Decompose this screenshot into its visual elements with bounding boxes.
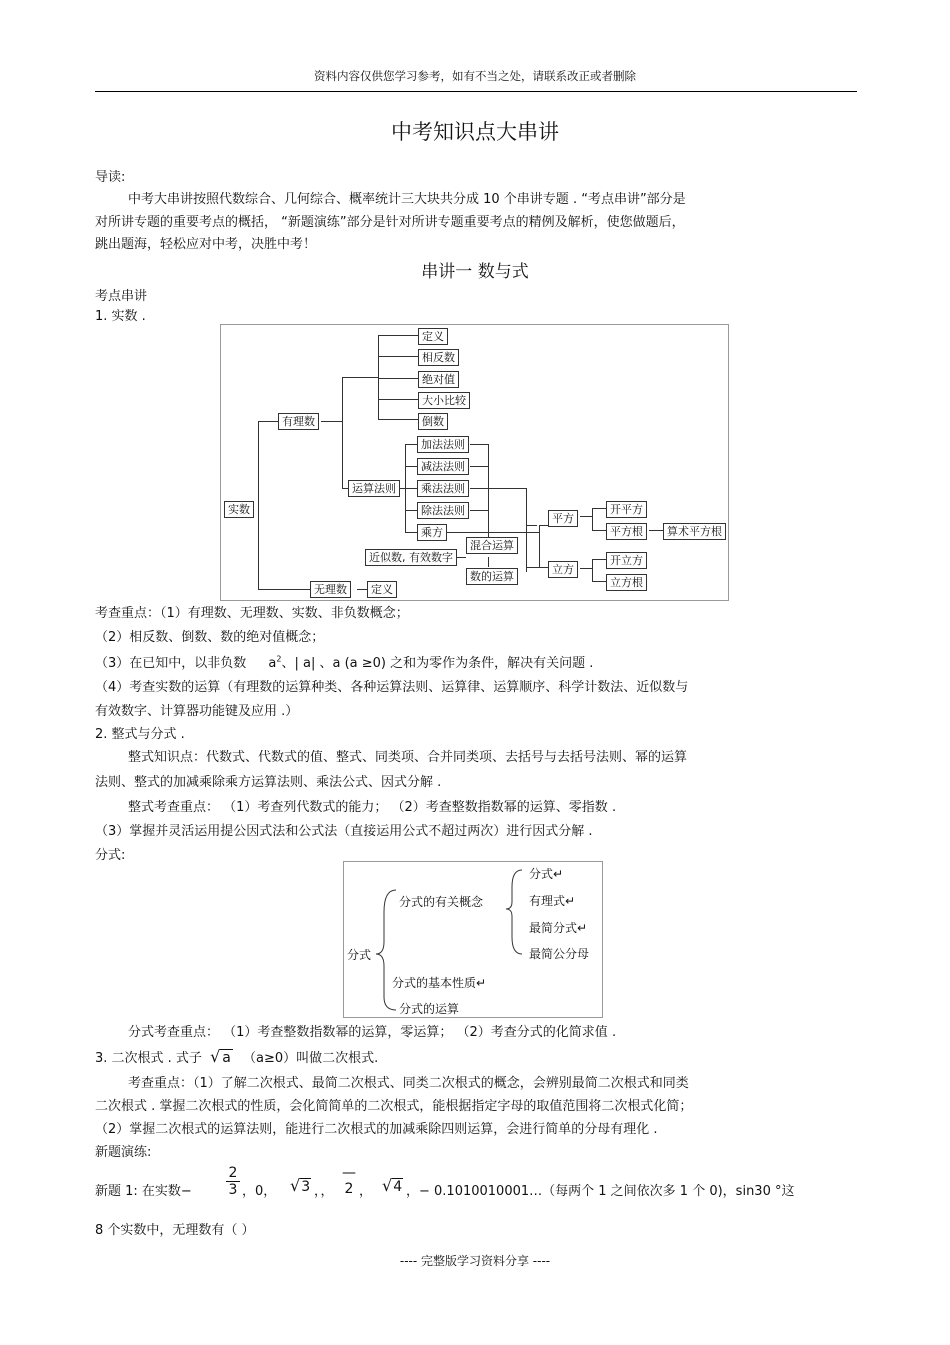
item3-title: 3. 二次根式 . 式子 √ a （a≥0）叫做二次根式.	[95, 1047, 379, 1066]
item2-title: 2. 整式与分式 .	[95, 727, 185, 742]
item1-title: 1. 实数 .	[95, 309, 146, 324]
frac-sub-fraction: 分式↵	[529, 867, 564, 881]
node-youlishu: 有理数	[278, 413, 319, 430]
frac-sub-lcd: 最简公分母	[529, 947, 590, 961]
node-sqrt-op: 开平方	[606, 501, 647, 518]
node-wuli-definition: 定义	[367, 581, 397, 598]
fraction-diagram	[343, 861, 603, 1018]
item2b: 分式考查重点： （1）考查整数指数幂的运算，零运算； （2）考查分式的化简求值 .	[128, 1025, 617, 1040]
node-arith-root: 算术平方根	[663, 523, 726, 540]
frac-root: 分式	[347, 948, 372, 962]
q1-part-c: ，，	[314, 1184, 334, 1199]
node-rules: 运算法则	[348, 480, 400, 497]
item2-p2: 法则、整式的加减乘除乘方运算法则、乘法公式、因式分解 .	[95, 775, 442, 790]
q1-sqrt3: √3	[290, 1176, 311, 1195]
frac-ops: 分式的运算	[399, 1002, 460, 1016]
frac-sub-simplest: 最简分式↵	[529, 921, 588, 935]
page-title: 中考知识点大串讲	[391, 120, 559, 144]
node-cube-root: 立方根	[606, 574, 647, 591]
node-number-ops: 数的运算	[466, 568, 518, 585]
frac-sub-rational: 有理式↵	[529, 894, 576, 908]
node-cbrt-op: 开立方	[606, 552, 647, 569]
focus1-line5: 有效数字、计算器功能键及应用 .）	[95, 704, 299, 719]
node-wulishu: 无理数	[310, 581, 351, 598]
q1-part-a: 新题 1: 在实数−	[95, 1184, 192, 1199]
node-add: 加法法则	[417, 436, 469, 453]
intro-line3: 跳出题海，轻松应对中考，决胜中考！	[95, 237, 317, 252]
page-header: 资料内容仅供您学习参考，如有不当之处，请联系改正或者删除	[314, 69, 636, 83]
focus1-line4: （4）考查实数的运算（有理数的运算种类、各种运算法则、运算律、运算顺序、科学计数法、近似数与	[95, 680, 689, 695]
real-number-diagram	[220, 324, 729, 601]
focus1-line1: 考查重点：（1）有理数、无理数、实数、非负数概念；	[95, 606, 409, 621]
node-mixed: 混合运算	[466, 537, 518, 554]
xinti-label: 新题演练:	[95, 1145, 152, 1160]
intro-line1: 中考大串讲按照代数综合、几何综合、概率统计三大块共分成 10 个串讲专题 . “考点串讲”部分是	[128, 192, 686, 207]
frac-basic: 分式的基本性质↵	[392, 976, 487, 990]
item3-p2: 二次根式 . 掌握二次根式的性质，会化简简单的二次根式，能根据指定字母的取值范围将二次根式化简；	[95, 1099, 693, 1114]
page-footer: ---- 完整版学习资料分享 ----	[399, 1254, 551, 1268]
q1-part-d: ，	[359, 1184, 373, 1199]
kaodian-label: 考点串讲	[95, 289, 148, 304]
node-compare: 大小比较	[418, 392, 470, 409]
node-opposite: 相反数	[418, 349, 459, 366]
node-shishu: 实数	[224, 501, 254, 518]
section-title: 串讲一 数与式	[421, 262, 529, 282]
node-square: 平方	[548, 510, 578, 527]
node-multiply: 乘法法则	[417, 480, 469, 497]
q1-fraction-2: — 2	[342, 1165, 356, 1197]
item2-p4: （3）掌握并灵活运用提公因式法和公式法（直接运用公式不超过两次）进行因式分解 .	[95, 824, 593, 839]
intro-label: 导读:	[95, 170, 126, 185]
node-approx: 近似数, 有效数字	[365, 549, 457, 566]
q1-fraction-1: $\frac{2}{3}$	[226, 1165, 240, 1198]
item2-p1: 整式知识点：代数式、代数式的值、整式、同类项、合并同类项、去括号与去括号法则、幂的运算	[128, 750, 688, 765]
node-subtract: 减法法则	[417, 458, 469, 475]
item2-p3: 整式考查重点： （1）考查列代数式的能力； （2）考查整数指数幂的运算、零指数 .	[128, 800, 617, 815]
node-absolute: 绝对值	[418, 371, 459, 388]
item2-p5: 分式:	[95, 848, 126, 863]
header-divider	[95, 91, 857, 92]
node-cube: 立方	[548, 561, 578, 578]
item3-p1: 考查重点：（1）了解二次根式、最简二次根式、同类二次根式的概念，会辨别最简二次根式和同类	[128, 1076, 689, 1091]
focus1-line2: （2）相反数、倒数、数的绝对值概念；	[95, 630, 325, 645]
brace-lines	[344, 862, 602, 1017]
q1-part-f: 8 个实数中，无理数有（ ）	[95, 1223, 255, 1238]
intro-line2: 对所讲专题的重要考点的概括， “新题演练”部分是针对所讲专题重要考点的精例及解析，使您做题后，	[95, 215, 685, 230]
node-reciprocal: 倒数	[418, 413, 448, 430]
frac-concept: 分式的有关概念	[399, 895, 484, 909]
item3-p3: （2）掌握二次根式的运算法则，能进行二次根式的加减乘除四则运算，会进行简单的分母有理化 .	[95, 1122, 658, 1137]
node-definition: 定义	[418, 328, 448, 345]
q1-part-b: ，0，	[242, 1184, 277, 1199]
node-square-root: 平方根	[606, 523, 647, 540]
node-divide: 除法法则	[417, 502, 469, 519]
q1-part-e: ，− 0.1010010001…（每两个 1 之间依次多 1 个 0)，sin30 °这	[406, 1184, 795, 1199]
focus1-line3: （3）在已知中，以非负数 $a^2$、| a| 、a (a ≥0) 之和为零作为条件，解决有关问题 .	[95, 654, 594, 671]
node-power: 乘方	[417, 524, 447, 541]
q1-sqrt4: √4	[382, 1176, 403, 1195]
